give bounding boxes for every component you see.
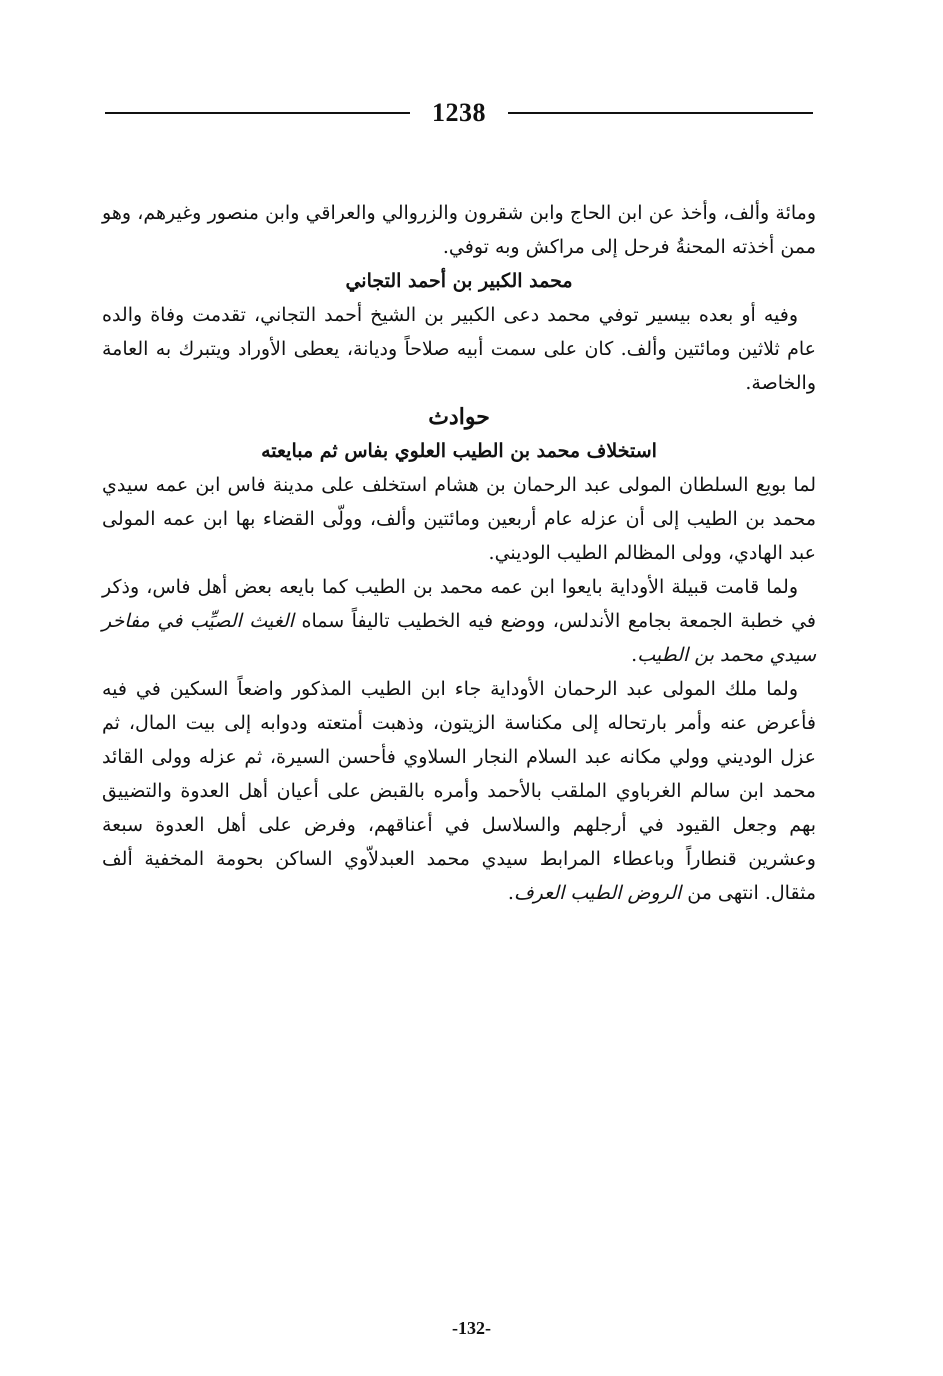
biography-heading: محمد الكبير بن أحمد التجاني xyxy=(345,270,573,292)
paragraph-3: لما بويع السلطان المولى عبد الرحمان بن هشام استخلف على مدينة فاس ابن عمه سيدي محمد بن الطيب إلى أن عزله عام أربعين ومائتين وألف، وولّى القضاء بها ابن عمه المولى عبد الهادي، وولى المظالم الطيب الوديني. xyxy=(102,474,816,564)
header-rule-left xyxy=(105,112,410,114)
paragraph-5 xyxy=(102,672,816,910)
header-rule-right xyxy=(508,112,813,114)
paragraph-2: وفيه أو بعده بيسير توفي محمد دعى الكبير بن الشيخ أحمد التجاني، تقدمت وفاة والده عام ثلاثين ومائتين وألف. كان على سمت أبيه صلاحاً وديانة، يعطى الأوراد ويتبرك به العامة والخاصة. xyxy=(102,304,816,394)
paragraph-4-end: . xyxy=(631,644,638,666)
header-year: 1238 xyxy=(432,98,486,127)
paragraph-1: ومائة وألف، وأخذ عن ابن الحاج وابن شقرون والزروالي والعراقي وابن منصور وغيرهم، وهو ممن أخذته المحنةُ فرحل إلى مراكش وبه توفي. xyxy=(102,202,816,258)
sub-title: استخلاف محمد بن الطيب العلوي بفاس ثم مبايعته xyxy=(261,440,657,462)
source-title-italic: الروض الطيب العرف xyxy=(513,882,682,904)
page-body xyxy=(102,196,816,910)
paragraph-4-text: ولما قامت قبيلة الأوداية بايعوا ابن عمه محمد بن الطيب كما بايعه بعض أهل فاس، وذكر في خطبة الجمعة بجامع الأندلس، ووضع فيه الخطيب تاليفاً سماه xyxy=(102,576,816,632)
paragraph-4 xyxy=(102,570,816,672)
paragraph-5-end: . xyxy=(507,882,514,904)
section-title: حوادث xyxy=(428,404,490,430)
page-header xyxy=(105,88,813,138)
page-number: -132- xyxy=(452,1318,491,1338)
paragraph-5-text: ولما ملك المولى عبد الرحمان الأوداية جاء ابن الطيب المذكور واضعاً السكين في فيه فأعرض عنه وأمر بارتحاله إلى مكناسة الزيتون، وذهبت أمتعته ودوابه إلى بيت المال، ثم عزل الوديني وولي مكانه عبد السلام النجار السلاوي فأحسن السيرة، ثم عزله وولى القائد محمد ابن سالم الغرباوي الملقب بالأحمد وأمره بالقبض على أعيان أهل العدوة والتضييق بهم وجعل القيود في أرجلهم والسلاسل في أعناقهم، وفرض على أهل العدوة سبعة وعشرين قنطاراً وباعطاء المرابط سيدي محمد العبدلاّوي الساكن بحومة المخفية ألف مثقال. انتهى من xyxy=(102,678,816,904)
book-title-italic: الغيث الصيِّب في مفاخر سيدي محمد بن الطيب xyxy=(102,610,816,666)
